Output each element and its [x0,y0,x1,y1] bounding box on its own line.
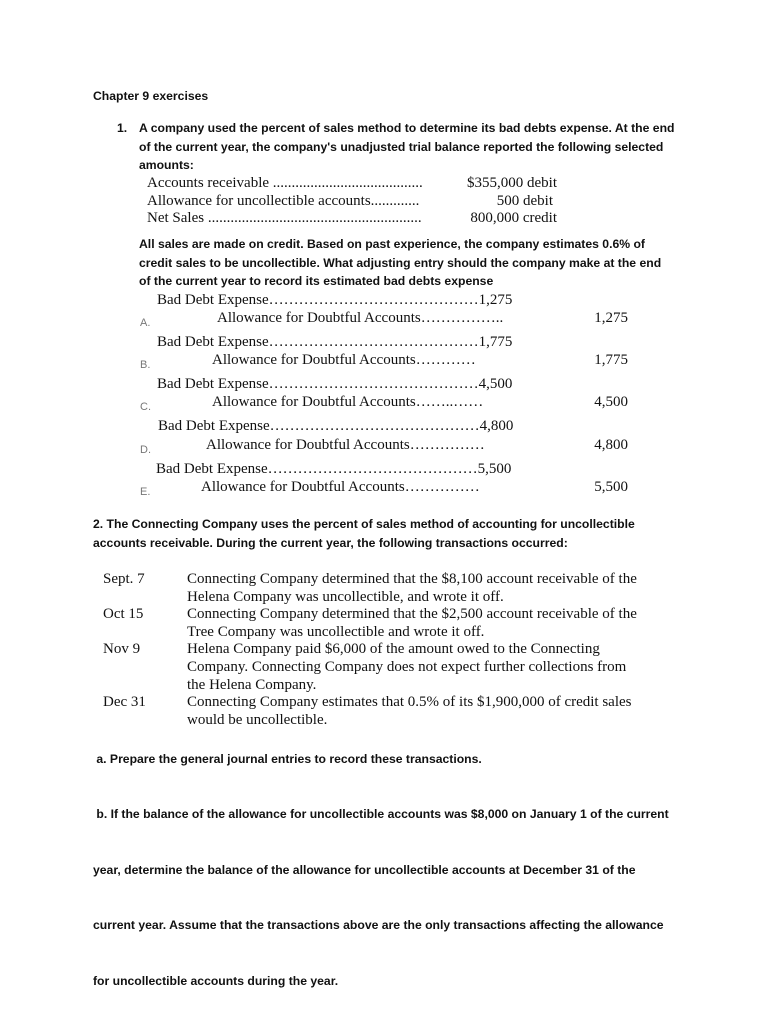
balance-row [147,210,557,228]
text-line: would be uncollectible. [187,711,328,728]
transaction-description [187,641,626,694]
text-line: A company used the percent of sales method to determine its bad debts expense. At the end [139,121,675,135]
text-line: Connecting Company estimates that 0.5% of its $1,900,000 of credit sales [187,694,632,711]
option-debit: Bad Debt Expense……………………………………5,500 [156,461,512,477]
option-credit: Allowance for Doubtful Accounts……..…… [212,394,484,410]
text-line: the Helena Company. [187,676,317,693]
text-line: accounts receivable. During the current year, the following transactions occurred: [93,535,568,550]
question-1-text [139,235,661,291]
option-credit-amount: 4,800 [594,437,628,453]
question-1-number: 1. [117,121,128,135]
option-credit-amount: 4,500 [594,394,628,410]
transaction-date: Oct 15 [103,606,144,623]
part-b [93,768,669,1009]
text-line: Connecting Company determined that the $8,100 account receivable of the [187,571,637,587]
transaction-row [103,571,637,606]
transaction-date: Dec 31 [103,694,146,711]
transaction-description [187,571,637,606]
account-name: Allowance for uncollectible accounts............. [147,192,420,209]
option-credit-amount: 1,775 [594,352,628,368]
balance-row [147,193,557,211]
text-line: amounts: [139,158,194,172]
transaction-description [187,694,632,729]
option-letter: D. [140,444,151,456]
option-letter: C. [140,401,151,413]
text-line: Helena Company paid $6,000 of the amount owed to the Connecting [187,641,600,658]
option-credit-amount: 1,275 [594,310,628,326]
text-line: Tree Company was uncollectible and wrote it off. [187,623,485,640]
account-amount: 800,000 credit [470,210,557,227]
text-line: b. If the balance of the allowance for uncollectible accounts was $8,000 on January 1 of the current [93,807,669,821]
page-title: Chapter 9 exercises [93,89,209,103]
text-line: year, determine the balance of the allowance for uncollectible accounts at December 31 of the [93,862,636,877]
account-amount: 500 debit [496,192,553,209]
option-debit: Bad Debt Expense……………………………………1,275 [157,292,513,308]
option-credit-amount: 5,500 [594,479,628,495]
transaction-description [187,606,637,641]
text-line: credit sales to be uncollectible. What adjusting entry should the company make at the end [139,255,662,270]
option-credit: Allowance for Doubtful Accounts…………… [201,479,480,495]
account-name: Net Sales ......................................................... [147,210,422,227]
option-letter: E. [140,486,151,498]
account-amount: $355,000 debit [467,175,557,191]
option-credit: Allowance for Doubtful Accounts………… [212,352,476,368]
transaction-row [103,641,637,694]
question-1-intro [139,119,674,175]
transaction-date: Nov 9 [103,641,141,658]
text-line: Connecting Company determined that the $2,500 account receivable of the [187,606,637,623]
option-debit: Bad Debt Expense……………………………………1,775 [157,334,513,350]
transaction-row [103,606,637,641]
option-debit: Bad Debt Expense……………………………………4,800 [158,418,514,434]
option-letter: B. [140,359,151,371]
text-line: Company. Connecting Company does not expect further collections from [187,658,627,675]
transactions-table [103,571,637,729]
option-credit: Allowance for Doubtful Accounts…………… [206,437,485,453]
text-line: current year. Assume that the transactions above are the only transactions affecting the allowance [93,918,664,932]
transaction-date: Sept. 7 [103,571,145,587]
question-2-intro [93,515,635,552]
text-line: of the current year to record its estimated bad debts expense [139,274,494,288]
text-line: of the current year, the company's unadjusted trial balance reported the following selected [139,139,664,154]
option-credit: Allowance for Doubtful Accounts…………….. [217,310,504,326]
option-letter: A. [140,317,151,329]
text-line: 2. The Connecting Company uses the percent of sales method of accounting for uncollectible [93,517,635,531]
part-a: a. Prepare the general journal entries to record these transactions. [93,752,482,766]
account-name: Accounts receivable ........................................ [147,175,423,191]
option-debit: Bad Debt Expense……………………………………4,500 [157,376,513,392]
balance-row [147,175,557,193]
text-line: Helena Company was uncollectible, and wrote it off. [187,588,504,605]
text-line: All sales are made on credit. Based on past experience, the company estimates 0.6% of [139,237,645,251]
text-line: for uncollectible accounts during the year. [93,973,339,988]
trial-balance-table [147,175,557,228]
transaction-row [103,694,637,729]
